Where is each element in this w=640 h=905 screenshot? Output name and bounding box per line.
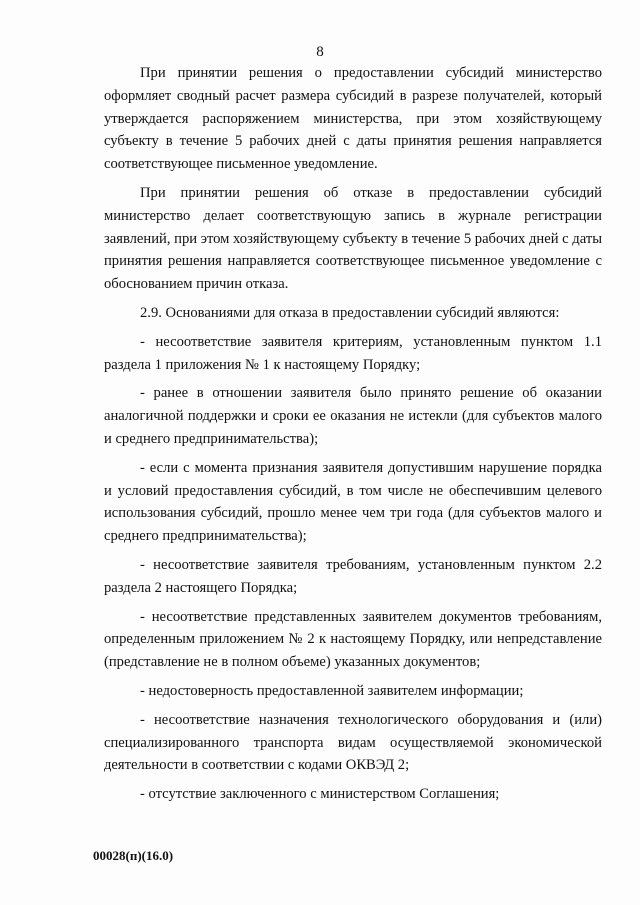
- list-item-documents-mismatch: - несоответствие представленных заявителем документов требованиям, определенным приложением № 2 к настоящему Порядку, или непредставление (представление не в полном объеме) указанных документов;: [104, 608, 602, 671]
- list-item-prior-support: - ранее в отношении заявителя было принято решение об оказании аналогичной поддержки и сроки ее оказания не истекли (для субъектов малого и среднего предпринимательства);: [104, 385, 602, 447]
- paragraph-refusal-decision: При принятии решения об отказе в предоставлении субсидий министерство делает соответствующую запись в журнале регистрации заявлений, при этом хозяйствующему субъекту в течение 5 рабочих дней с даты принятия решения направляется соответствующее письменное уведомление с обоснованием причин отказа.: [104, 184, 602, 293]
- document-body: [104, 62, 602, 810]
- page-number: 8: [316, 44, 324, 60]
- list-item-equipment-purpose: - несоответствие назначения технологического оборудования и (или) специализированного транспорта видам осуществляемой экономической деятельности в соответствии с кодами ОКВЭД 2;: [104, 711, 602, 774]
- list-item-no-agreement: - отсутствие заключенного с министерством Соглашения;: [140, 786, 500, 803]
- paragraph-subsidy-decision: При принятии решения о предоставлении субсидий министерство оформляет сводный расчет размера субсидий в разрезе получателей, который утверждается распоряжением министерства, при этом хозяйствующему субъекту в течение 5 рабочих дней с даты принятия решения направляется соответствующее письменное уведомление.: [104, 65, 602, 173]
- list-item-violation-period: - если с момента признания заявителя допустившим нарушение порядка и условий предоставления субсидий, в том числе не обеспечившим целевого использования субсидий, прошло менее чем три года (для субъектов малого и среднего предпринимательства);: [104, 459, 602, 545]
- list-item-criteria-mismatch: - несоответствие заявителя критериям, установленным пунктом 1.1 раздела 1 приложения № 1 к настоящему Порядку;: [104, 333, 602, 373]
- list-item-requirements-mismatch: - несоответствие заявителя требованиям, установленным пунктом 2.2 раздела 2 настоящего Порядка;: [104, 556, 602, 596]
- document-code: 00028(п)(16.0): [93, 848, 174, 863]
- paragraph-refusal-grounds-heading: 2.9. Основаниями для отказа в предоставлении субсидий являются:: [140, 304, 560, 321]
- list-item-unreliable-info: - недостоверность предоставленной заявителем информации;: [140, 682, 524, 699]
